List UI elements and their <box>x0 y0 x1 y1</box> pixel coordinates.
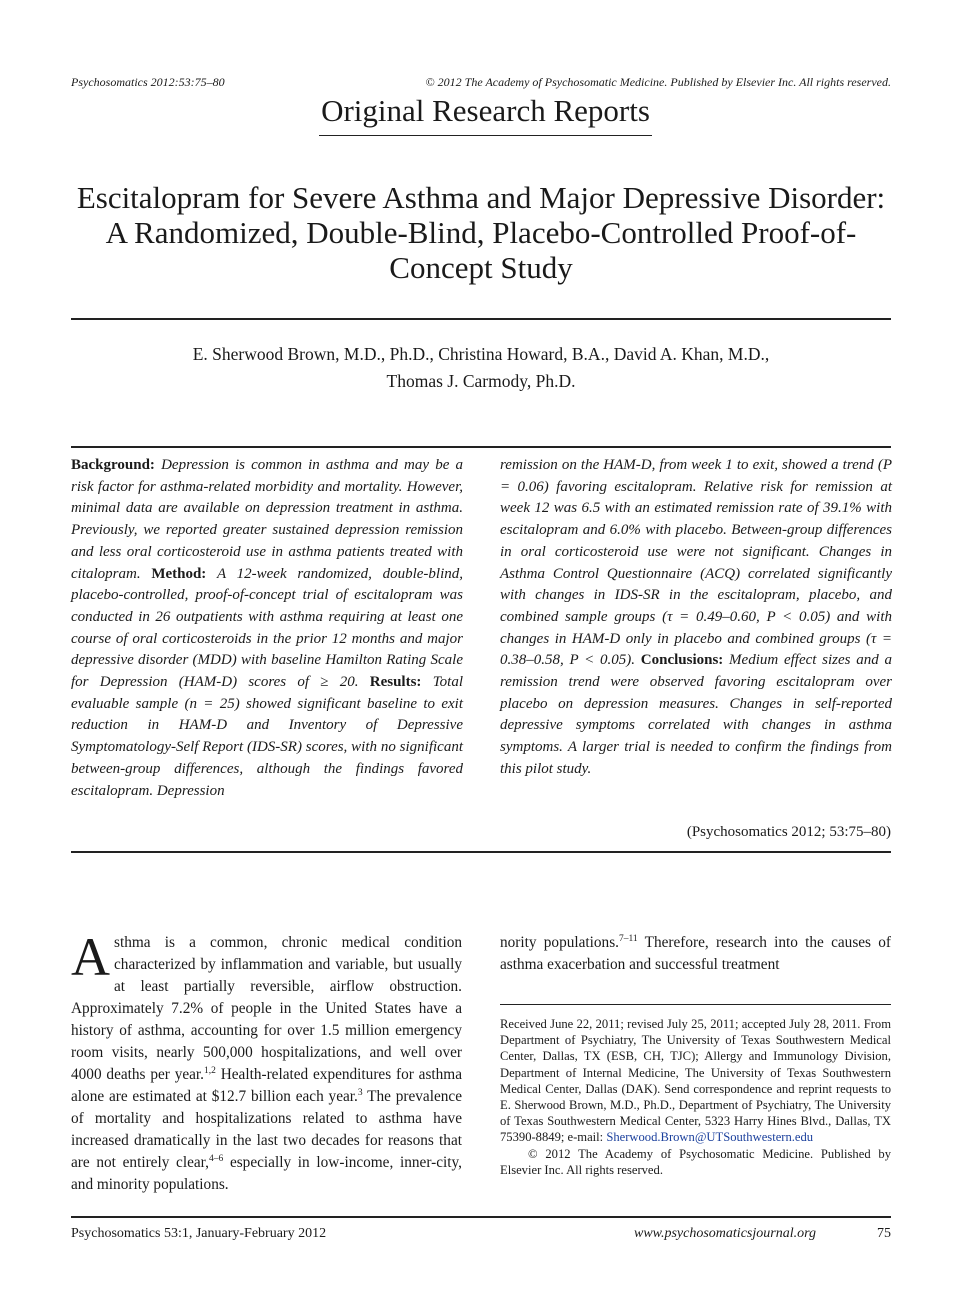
page-number: 75 <box>877 1226 891 1241</box>
abstract-top-divider <box>71 446 891 448</box>
body-text-2: Health-related expenditures for asthma alone are estimated at $12.7 billion each year. <box>71 1066 462 1105</box>
journal-citation: Psychosomatics 2012:53:75–80 <box>71 75 225 89</box>
footnote-copyright: © 2012 The Academy of Psychosomatic Medicine. Published by Elsevier Inc. All rights reserved. <box>500 1146 891 1177</box>
body-text-5: nority populations. <box>500 934 619 951</box>
reference-7-11: 7–11 <box>618 934 638 944</box>
body-text-1: sthma is a common, chronic medical condition characterized by inflammation and variable, but usually at least partially reversible, airflow obstruction. Approximately 7.2% of people in the United States have a history of asthma, accounting for over 1.5 million emergency room visits, nearly 500,000 hospitalizations, and well over 4000 deaths per year. <box>71 934 462 1083</box>
email-link[interactable]: Sherwood.Brown@UTSouthwestern.edu <box>606 1130 814 1145</box>
drop-cap: A <box>71 927 110 987</box>
reference-3: 3 <box>357 1088 363 1098</box>
body-column-left <box>71 927 462 1196</box>
body-text-3: The prevalence of mortality and hospitalizations related to asthma have increased dramatically in the last two decades for reasons that are not entirely clear, <box>71 1088 462 1171</box>
reference-4-6: 4–6 <box>208 1154 224 1164</box>
results-text-part2: remission on the HAM-D, from week 1 to exit, showed a trend (P = 0.06) favoring escitalopram. Relative risk for remission at week 12 was 6.5 with an estimated remission rate of 39.1% with escitalopram and 6.0% with placebo. Between-group differences in oral corticosteroid use were not significant. Changes in Asthma Control Questionnaire (ACQ) correlated significantly with changes in IDS-SR in the escitalopram, placebo, and combined sample groups (τ = 0.49–0.60, P < 0.05) and with changes in HAM-D only in placebo and combined groups (τ = 0.38–0.58, P < 0.05). <box>500 457 892 669</box>
background-label: Background: <box>71 457 155 473</box>
body-column-right <box>500 932 891 976</box>
body-text-4: especially in low-income, inner-city, and minority populations. <box>71 1154 462 1193</box>
authors-line-1: E. Sherwood Brown, M.D., Ph.D., Christina Howard, B.A., David A. Khan, M.D., <box>192 344 770 364</box>
body-text-6: Therefore, research into the causes of asthma exacerbation and successful treatment <box>500 934 891 973</box>
footnote <box>500 1016 891 1178</box>
author-list <box>71 341 891 395</box>
abstract-column-right <box>500 455 892 781</box>
results-text-part1: Total evaluable sample (n = 25) showed significant baseline to exit reduction in HAM-D and Inventory of Depressive Symptomatology-Self Report (IDS-SR) scores, with no significant between-group differences, although the findings favored escitalopram. Depression <box>71 674 463 799</box>
abstract-column-left <box>71 455 463 802</box>
conclusions-text: Medium effect sizes and a remission trend were observed favoring escitalopram over placebo on depression measures. Changes in self-reported depressive symptoms correlated with changes in asthma symptoms. A larger trial is needed to confirm the findings from this pilot study. <box>500 652 893 777</box>
article-title: Escitalopram for Severe Asthma and Major Depressive Disorder: A Randomized, Double-Blind, Placebo-Controlled Proof-of-Concept Study <box>76 180 886 285</box>
footnote-text: Received June 22, 2011; revised July 25, 2011; accepted July 28, 2011. From Department of Psychiatry, The University of Texas Southwestern Medical Center, Dallas, TX (ESB, CH, TJC); Allergy and Immunology Division, Department of Internal Medicine, The University of Texas Southwestern Medical Center, Dallas (DAK). Send correspondence and reprint requests to E. Sherwood Brown, M.D., Ph.D., Department of Psychiatry, The University of Texas Southwestern Medical Center, 5323 Harry Hines Blvd., Dallas, TX 75390-8849; e-mail: <box>500 1017 891 1145</box>
section-heading <box>0 93 975 136</box>
section-label: Original Research Reports <box>319 93 652 136</box>
footnote-affiliations <box>500 1016 891 1146</box>
copyright-header: © 2012 The Academy of Psychosomatic Medicine. Published by Elsevier Inc. All rights reserved. <box>425 75 891 89</box>
title-divider <box>71 318 891 320</box>
background-text: Depression is common in asthma and may be a risk factor for asthma-related morbidity and mortality. However, minimal data are available on depression treatment in asthma. Previously, we reported greater sustained depression remission and less oral corticosteroid use in asthma patients treated with citalopram. <box>71 457 463 582</box>
authors-line-2: Thomas J. Carmody, Ph.D. <box>386 371 576 391</box>
method-text: A 12-week randomized, double-blind, placebo-controlled, proof-of-concept trial of escitalopram was conducted in 26 outpatients with asthma requiring at least one course of oral corticosteroids in the prior 12 months and major depressive disorder (MDD) with baseline Hamilton Rating Scale for Depression (HAM-D) scores of ≥ 20. <box>71 565 464 691</box>
method-label: Method: <box>151 565 207 582</box>
abstract-bottom-divider <box>71 851 891 853</box>
footer-issue: Psychosomatics 53:1, January-February 2012 <box>71 1226 327 1241</box>
conclusions-label: Conclusions: <box>640 652 724 669</box>
footer-url[interactable]: www.psychosomaticsjournal.org <box>634 1226 817 1241</box>
footer-divider <box>71 1216 891 1218</box>
abstract-citation: (Psychosomatics 2012; 53:75–80) <box>686 824 891 840</box>
results-label: Results: <box>369 674 422 691</box>
reference-1-2: 1,2 <box>204 1066 216 1076</box>
footnote-divider <box>500 1004 891 1005</box>
